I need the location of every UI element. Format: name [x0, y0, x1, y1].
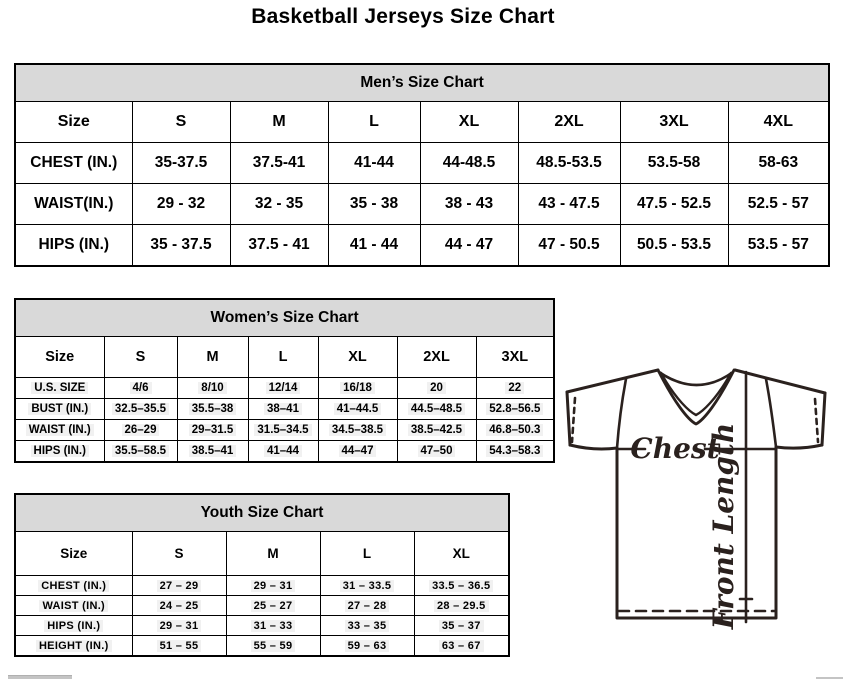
table-cell: 38.5–41: [177, 441, 248, 463]
table-row: [15, 532, 509, 576]
row-label: WAIST (IN.): [15, 420, 104, 441]
table-cell: 35 – 37: [414, 616, 509, 636]
column-header: S: [132, 102, 230, 143]
column-header: S: [132, 532, 226, 576]
column-header: L: [320, 532, 414, 576]
mens-size-chart-table: [14, 63, 830, 267]
table-cell: 28 – 29.5: [414, 596, 509, 616]
table-row: [15, 143, 829, 184]
youth-size-chart-table: [14, 493, 510, 657]
column-header: 3XL: [620, 102, 728, 143]
table-row: [15, 616, 509, 636]
table-cell: 53.5-58: [620, 143, 728, 184]
table-cell: 27 – 28: [320, 596, 414, 616]
table-row: [15, 64, 829, 102]
youth-chart-title: Youth Size Chart: [15, 494, 509, 532]
row-label: HIPS (IN.): [15, 616, 132, 636]
table-row: [15, 337, 554, 378]
column-header: M: [177, 337, 248, 378]
column-header: L: [328, 102, 420, 143]
column-header: 2XL: [518, 102, 620, 143]
table-cell: 37.5 - 41: [230, 225, 328, 267]
row-label: HEIGHT (IN.): [15, 636, 132, 657]
table-cell: 53.5 - 57: [728, 225, 829, 267]
table-cell: 29 – 31: [226, 576, 320, 596]
column-header: Size: [15, 337, 104, 378]
column-header: XL: [420, 102, 518, 143]
column-header: Size: [15, 102, 132, 143]
row-label: CHEST (IN.): [15, 576, 132, 596]
table-row: [15, 441, 554, 463]
table-cell: 47–50: [397, 441, 476, 463]
table-cell: 35.5–58.5: [104, 441, 177, 463]
table-cell: 38–41: [248, 399, 318, 420]
table-cell: 34.5–38.5: [318, 420, 397, 441]
table-cell: 41–44.5: [318, 399, 397, 420]
mens-chart-title: Men’s Size Chart: [15, 64, 829, 102]
jersey-outline-icon: [556, 364, 842, 634]
table-row: [15, 299, 554, 337]
table-row: [15, 378, 554, 399]
womens-size-chart-table: [14, 298, 555, 463]
table-cell: 16/18: [318, 378, 397, 399]
table-cell: 29–31.5: [177, 420, 248, 441]
womens-chart-title: Women’s Size Chart: [15, 299, 554, 337]
table-cell: 29 - 32: [132, 184, 230, 225]
table-cell: 41-44: [328, 143, 420, 184]
table-cell: 35.5–38: [177, 399, 248, 420]
table-cell: 44-48.5: [420, 143, 518, 184]
table-cell: 25 – 27: [226, 596, 320, 616]
row-label: BUST (IN.): [15, 399, 104, 420]
table-cell: 12/14: [248, 378, 318, 399]
table-cell: 50.5 - 53.5: [620, 225, 728, 267]
table-cell: 41–44: [248, 441, 318, 463]
table-cell: 44.5–48.5: [397, 399, 476, 420]
column-header: 2XL: [397, 337, 476, 378]
table-row: [15, 184, 829, 225]
table-cell: 37.5-41: [230, 143, 328, 184]
column-header: Size: [15, 532, 132, 576]
table-cell: 32.5–35.5: [104, 399, 177, 420]
jersey-measurement-diagram: [556, 364, 842, 634]
row-label: CHEST (IN.): [15, 143, 132, 184]
table-cell: 38.5–42.5: [397, 420, 476, 441]
chest-measure-label: Chest: [630, 432, 720, 465]
table-cell: 35 - 38: [328, 184, 420, 225]
table-cell: 55 – 59: [226, 636, 320, 657]
table-cell: 52.5 - 57: [728, 184, 829, 225]
column-header: L: [248, 337, 318, 378]
table-cell: 26–29: [104, 420, 177, 441]
table-cell: 58-63: [728, 143, 829, 184]
table-cell: 22: [476, 378, 554, 399]
table-cell: 54.3–58.3: [476, 441, 554, 463]
table-cell: 33 – 35: [320, 616, 414, 636]
table-row: [15, 596, 509, 616]
table-row: [15, 420, 554, 441]
page-title: Basketball Jerseys Size Chart: [251, 5, 555, 28]
table-cell: 43 - 47.5: [518, 184, 620, 225]
column-header: XL: [414, 532, 509, 576]
table-cell: 59 – 63: [320, 636, 414, 657]
table-row: [15, 399, 554, 420]
table-row: [15, 576, 509, 596]
table-row: [15, 636, 509, 657]
table-cell: 35-37.5: [132, 143, 230, 184]
column-header: S: [104, 337, 177, 378]
table-cell: 35 - 37.5: [132, 225, 230, 267]
table-cell: 33.5 – 36.5: [414, 576, 509, 596]
table-cell: 47 - 50.5: [518, 225, 620, 267]
scrollbar-fragment-left[interactable]: [8, 675, 72, 679]
table-cell: 38 - 43: [420, 184, 518, 225]
table-cell: 4/6: [104, 378, 177, 399]
table-cell: 48.5-53.5: [518, 143, 620, 184]
table-cell: 41 - 44: [328, 225, 420, 267]
table-cell: 20: [397, 378, 476, 399]
table-cell: 29 – 31: [132, 616, 226, 636]
front-length-measure-label: Front Length: [707, 422, 740, 630]
table-cell: 47.5 - 52.5: [620, 184, 728, 225]
table-cell: 44–47: [318, 441, 397, 463]
row-label: HIPS (IN.): [15, 225, 132, 267]
column-header: M: [226, 532, 320, 576]
table-row: [15, 225, 829, 267]
table-cell: 32 - 35: [230, 184, 328, 225]
row-label: HIPS (IN.): [15, 441, 104, 463]
row-label: U.S. SIZE: [15, 378, 104, 399]
table-cell: 44 - 47: [420, 225, 518, 267]
table-cell: 51 – 55: [132, 636, 226, 657]
table-cell: 24 – 25: [132, 596, 226, 616]
table-cell: 52.8–56.5: [476, 399, 554, 420]
row-label: WAIST(IN.): [15, 184, 132, 225]
table-row: [15, 102, 829, 143]
table-cell: 46.8–50.3: [476, 420, 554, 441]
column-header: 3XL: [476, 337, 554, 378]
table-cell: 31 – 33: [226, 616, 320, 636]
column-header: M: [230, 102, 328, 143]
table-cell: 31.5–34.5: [248, 420, 318, 441]
table-cell: 8/10: [177, 378, 248, 399]
table-cell: 31 – 33.5: [320, 576, 414, 596]
row-label: WAIST (IN.): [15, 596, 132, 616]
table-cell: 63 – 67: [414, 636, 509, 657]
table-row: [15, 494, 509, 532]
table-cell: 27 – 29: [132, 576, 226, 596]
column-header: XL: [318, 337, 397, 378]
column-header: 4XL: [728, 102, 829, 143]
